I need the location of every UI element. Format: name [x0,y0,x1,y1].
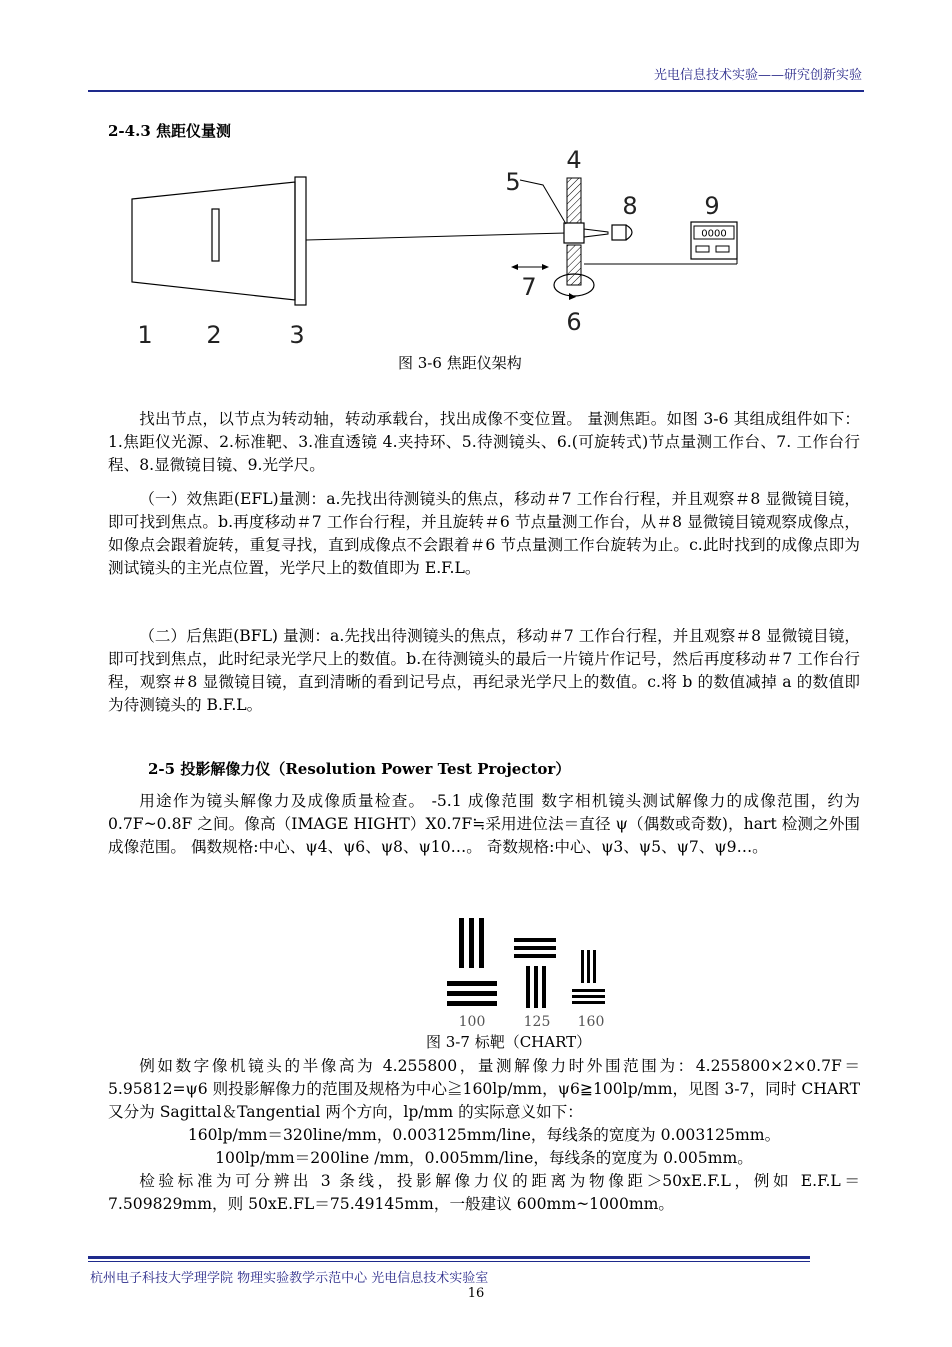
figure-label-5: 5 [505,168,521,196]
optical-scale-button-left [696,246,709,252]
footer-institution: 杭州电子科技大学理学院 物理实验教学示范中心 光电信息技术实验室 [90,1271,489,1286]
microscope-cone [584,229,608,237]
chart-100-vertical-bar [469,918,474,968]
chart-100-vertical-bar [479,918,484,968]
optical-scale-button-right [716,246,729,252]
figure-label-1: 1 [137,321,153,349]
chart-100-horizontal-bar [447,981,497,986]
paragraph-efl-measurement: （一）效焦距(EFL)量测：a.先找出待测镜头的焦点，移动＃7 工作台行程，并且观察＃8 显微镜目镜，即可找到焦点。b.再度移动＃7 工作台行程，并且旋转＃6 节点量测工作台，从＃8 显微镜目镜观察成像点，如像点会跟着旋转，重复寻找，直到成像点不会跟着＃6 节点量测工作台旋转为止。c.此时找到的成像点即为测试镜头的主光点位置，光学尺上的数值即为 E.F.L。 [108,490,860,577]
chart-125-vertical-bar [542,966,546,1008]
figure-3-7-caption: 图 3-7 标靶（CHART） [426,1033,592,1051]
paragraph-bfl-measurement: （二）后焦距(BFL) 量测：a.先找出待测镜头的焦点，移动＃7 工作台行程，并且观察＃8 显微镜目镜，即可找到焦点，此时纪录光学尺上的数值。b.在待测镜头的最后一片镜片作记号，然后再度移动＃7 工作台行程，观察＃8 显微镜目镜，直到清晰的看到记号点，再纪录光学尺上的数值。c.将 b 的数值减掉 a 的数值即为待测镜头的 B.F.L。 [108,627,860,714]
chart-160-horizontal-bar [572,989,605,992]
section-title-2-5: 2-5 投影解像力仪（Resolution Power Test Projector） [148,760,571,778]
figure-label-2: 2 [206,321,222,349]
chart-label-100: 100 [458,1014,486,1030]
chart-160-horizontal-bar [572,995,605,998]
figure-label-4: 4 [566,146,582,174]
chart-160-horizontal-bar [572,1001,605,1004]
holder-ring-lower [567,245,581,285]
collimator-body [132,182,295,300]
figure-3-6-caption: 图 3-6 焦距仪架构 [398,354,522,372]
line-160lpmm: 160lp/mm＝320line/mm，0.003125mm/line，每线条的宽度为 0.003125mm。 [187,1126,781,1144]
chart-label-125: 125 [523,1014,551,1030]
figure-label-8: 8 [622,192,638,220]
paragraph-projector-usage: 用途作为镜头解像力及成像质量检查。 -5.1 成像范围 数字相机镜头测试解像力的成像范围，约为 0.7F~0.8F 之间。像高（IMAGE HIGHT）X0.7F≒采用进位法＝直径 ψ（偶数或奇数)，hart 检测之外围成像范围。 偶数规格:中心、ψ4、ψ6、ψ8、ψ10…。 奇数规格:中心、ψ3、ψ5、ψ7、ψ9…。 [108,792,860,856]
microscope-eyepiece-cap [626,225,632,240]
figure-3-7-resolution-chart [0,900,952,1035]
footer-rule-thin [88,1261,810,1262]
chart-100-horizontal-bar [447,991,497,996]
chart-100-horizontal-bar [447,1001,497,1006]
paragraph-example-calculation: 例如数字像机镜头的半像高为 4.255800，量测解像力时外围范围为：4.255800×2×0.7F＝5.95812=ψ6 则投影解像力的范围及规格为中心≧160lp/mm，ψ6≧100lp/mm，见图 3-7，同时 CHART 又分为 Sagittal＆Tangential 两个方向，lp/mm 的实际意义如下： [108,1057,860,1121]
collimator-lens [295,177,306,305]
chart-label-160: 160 [577,1014,605,1030]
microscope-eyepiece [612,225,626,240]
optical-scale-readout: 0000 [701,228,727,240]
chart-160-vertical-bar [587,950,590,983]
figure-3-6-focal-length-instrument [0,0,952,360]
paragraph-components: 找出节点，以节点为转动轴，转动承载台，找出成像不变位置。 量测焦距。如图 3-6 其组成组件如下：1.焦距仪光源、2.标准靶、3.准直透镜 4.夹持环、5.待测镜头、6.(可旋转式)节点量测工作台、7. 工作台行程、8.显微镜目镜、9.光学尺。 [108,410,860,474]
chart-160-vertical-bar [593,950,596,983]
chart-125-horizontal-bar [514,954,556,958]
chart-160-vertical-bar [581,950,584,983]
page-header-title: 光电信息技术实验——研究创新实验 [653,68,862,83]
standard-target [212,209,219,261]
figure-label-3: 3 [289,321,305,349]
paragraph-inspection-standard: 检验标准为可分辨出 3 条线，投影解像力仪的距离为物像距＞50xE.F.L，例如 E.F.L＝7.509829mm，则 50xE.FL＝75.49145mm，一般建议 600mm~1000mm。 [108,1172,860,1213]
rotation-arrow [569,293,576,300]
footer-rule [88,1256,810,1259]
chart-125-horizontal-bar [514,938,556,942]
lens-under-test [564,223,584,243]
line-100lpmm: 100lp/mm＝200line /mm，0.005mm/line，每线条的宽度为 0.005mm。 [215,1149,753,1167]
figure-label-7: 7 [521,273,537,301]
chart-125-vertical-bar [534,966,538,1008]
page-number: 16 [467,1286,485,1301]
optical-axis [306,233,566,240]
holder-ring-upper [567,178,581,223]
chart-100-vertical-bar [459,918,464,968]
figure-label-6: 6 [566,308,582,336]
leader-5 [520,180,566,224]
figure-label-9: 9 [704,192,720,220]
chart-125-vertical-bar [526,966,530,1008]
chart-125-horizontal-bar [514,946,556,950]
section-title-2-4-3: 2-4.3 焦距仪量测 [108,122,231,140]
